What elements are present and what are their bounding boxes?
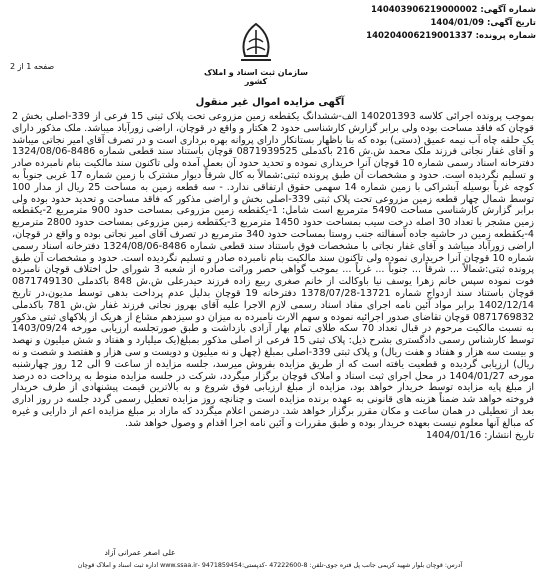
- notice-body: [12, 111, 534, 441]
- signature-name: علی اصغر عمرانی آزاد: [104, 548, 176, 557]
- organization-name: سازمان ثبت اسناد و املاک کشور: [203, 68, 309, 86]
- publish-date: تاریخ انتشار: 1404/01/16: [425, 429, 534, 441]
- notice-number: شماره آگهی: 140403906219000002: [370, 5, 536, 15]
- body-paragraph: بموجب پرونده اجرائی کلاسه 140201393 الف-ششدانگ یکقطعه زمین مزروعی تحت پلاک ثبتی 15 فرعی از 339-اصلی بخش 2 قوچان که فاقد مساحت بوده ولی برابر گزارش کارشناسی حدود 2 هکتار و واقع در قوچان، اراضی زورآباد میباشد. ملک مذکور دارای یک حلقه چاه آب نیمه عمیق (دستی) بوده که بنا باظهار بستانکار دارای پروانه بهره برداری است و در تصرف آقای امیر نجاتی میباشد و آقای غفار نجاتی فرزند ملک محمد ش.ش 216 باکدملی 0871939525 قوچان باستناد سند قطعی شماره 8486-1324/08/06 دفترخانه اسناد رسمی شماره 10 قوچان آنرا خریداری نموده و تحدید حدود آن بعمل آمده ولی تاکنون سند مالکیت بنام نامبرده صادر و تسلیم نگردیده است. حدود و مشخصات آن طبق پرونده ثبتی:شمالاً به کال شرقاً دیوار مشترک با زمین شماره 17 غربی جنوباً به کوچه غرباً بوسیله آبشراکی با زمین شماره 14 سهمی حقوق ارتفاقی ندارد. - سه قطعه زمین به مساحت 25 ریال از مدار 100 توسط شمال چهار قطعه زمین مزروعی تحت پلاک ثبتی 339-اصلی بخش و اراضی مذکور که فاقد مساحت و تحدید حدود بوده ولی برابر گزارش کارشناسی مساحت 5490 مترمربع است شامل: 1-یکقطعه زمین مزروعی بمساحت حدود 900 مترمربع 2-یکقطعه زمین مشجر با تعداد 30 اصله درخت سیب بمساحت حدود 1450 مترمربع 3-یکقطعه زمین مزروعی بمساحت حدود 2800 مترمربع 4-یکقطعه زمین در حاشیه جاده آسفالته جنب روستا بمساحت حدود 340 مترمربع در تصرف آقای امیر نجاتی بوده و واقع در قوچان، اراضی زورآباد میباشد و آقای غفار نجاتی با مشخصات فوق باستناد سند قطعی شماره 8486-1324/08/06 دفترخانه اسناد رسمی شماره 10 قوچان آنرا خریداری نموده ولی تاکنون سند مالکیت بنام نامبرده صادر و تسلیم نگردیده است. حدود و مشخصات آن طبق پرونده ثبتی:شمالاً ... شرقاً ... جنوباً ... غرباً ... بموجب گواهی حصر وراثت صادره از شعبه 3 شورای حل اختلاف قوچان نامبرده فوت نموده سپس خانم زهرا یوسف نیا باوکالت از خانم صغری ربیع زاده فرزند حیدرعلی ش.ش 848 باکدملی 0871749130 قوچان باستناد سند ازدواج شماره 13721-1378/07/28 دفترخانه 19 قوچان بدلیل عدم پرداخت بدهی توسط مدیون،در تاریخ 1402/12/14 برابر مواد آئین نامه اجرای مفاد اسناد رسمی لازم الاجرا علیه آقای بهروز نجاتی فرزند غفار ش.ش 781 باکدملی 0871769832 قوچان تقاضای صدور اجرائیه نموده و سهم الارث نامبرده به میزان دو سیزدهم مشاع از هریک از پلاکهای ثبتی مذکور به نسبت مالکیت مرحوم در قبال تعداد 70 سکه طلای تمام بهار آزادی بازداشت و طبق صورتجلسه ارزیابی مورخه 1403/09/24 توسط کارشناس رسمی دادگستری بشرح ذیل: پلاک ثبتی 15 فرعی از اصلی مذکور بمبلغ(یک میلیارد و هفتاد و شش میلیون و نهصد و بیست سه هزار و هفتاد و هفت ریال) و پلاک ثبتی 339-اصلی بمبلغ (چهل و نه میلیون و دویست و سی هزار و هفتصد و شصت و نه ریال) ارزیابی گردیده و قطعیت یافته است که از طریق مزایده بفروش میرسد، جلسه مزایده از ساعت 9 الی 12 روز چهارشنبه مورخه 1404/01/27 در محل اجرای ثبت اسناد و املاک قوچان برگزار میگردد، شرکت در جلسه مزایده منوط به پرداخت ده درصد از مبلغ پایه مزایده توسط خریدار خواهد بود، مزایده از مبلغ ارزیابی فوق شروع و به بالاترین قیمت پیشنهادی از طرف خریدار فروخته خواهد شد ضمناً هزینه های قانونی به عهده برنده مزایده است و چنانچه روز مزایده تعطیل رسمی گردد جلسه در روز اداری بعد از تعطیلی در همان ساعت و مکان مقرر برگزار خواهد شد. درضمن اعلام میگردد که مازاد بر مبلغ مزایده اعم از دارایی و غیره که مبالغ آنها معلوم نیست بعهده خریدار بوده و طبق مقررات و آئین نامه اجرا اقدام و وصول خواهد شد.: [12, 111, 535, 429]
- footer-address: آدرس: قوچان بلوار شهید کریمی جانب پل فتره جوی-تلفن: 8-47222600 -کدپستی:9471859454 -www.ssaa.ir اداره ثبت اسناد و املاک قوچان: [77, 562, 463, 569]
- emblem-icon: [233, 22, 279, 66]
- notice-date: تاریخ آگهی: 1404/01/09: [430, 18, 536, 28]
- notice-title: آگهی مزایده اموال غیر منقول: [195, 97, 345, 108]
- page-number: صفحه 1 از 2: [10, 62, 55, 71]
- notice-meta: [366, 4, 536, 43]
- file-number: شماره پرونده: 140204006219001337: [366, 31, 536, 41]
- organization-emblem: [196, 22, 316, 86]
